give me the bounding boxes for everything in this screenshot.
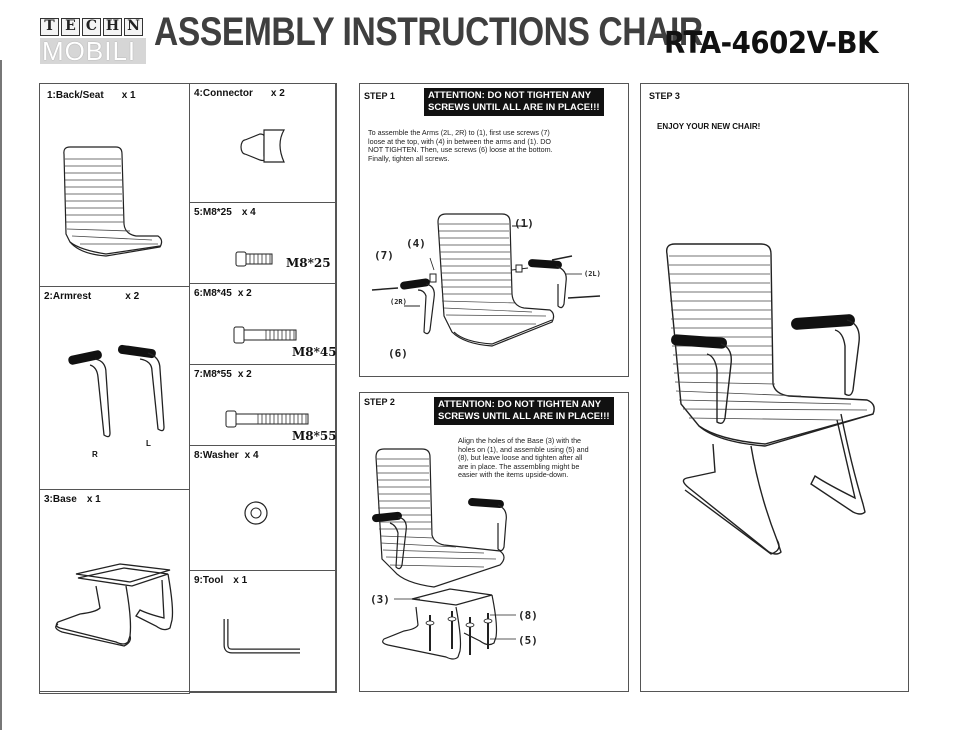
callout-2r: (2R) bbox=[390, 298, 407, 306]
part-qty: x 2 bbox=[237, 369, 252, 380]
part-screw-m8-25 bbox=[189, 202, 337, 284]
part-screw-m8-55 bbox=[189, 364, 337, 446]
attention-line: SCREWS UNTIL ALL ARE IN PLACE!!! bbox=[428, 102, 600, 113]
step-3-panel bbox=[640, 83, 909, 692]
step-2-label: STEP 2 bbox=[364, 397, 395, 407]
logo-letter: T bbox=[40, 18, 59, 36]
callout-7: (7) bbox=[374, 249, 394, 262]
part-tool bbox=[189, 570, 337, 693]
allen-key-icon bbox=[190, 571, 338, 694]
logo-letter-boxes bbox=[40, 18, 146, 36]
step-1-panel bbox=[359, 83, 629, 377]
technimobili-logo bbox=[40, 18, 146, 66]
part-washer bbox=[189, 445, 337, 571]
logo-letter: H bbox=[103, 18, 122, 36]
parts-list bbox=[39, 83, 336, 692]
attention-line: SCREWS UNTIL ALL ARE IN PLACE!!! bbox=[438, 411, 610, 422]
finished-chair-illustration bbox=[641, 84, 910, 693]
instruction-line: Align the holes of the Base (3) with the bbox=[458, 436, 582, 445]
part-name: 2:Armrest bbox=[44, 291, 92, 302]
part-name: 8:Washer bbox=[194, 450, 239, 461]
instruction-line: Finally, tighten all screws. bbox=[368, 153, 450, 163]
part-qty: x 2 bbox=[270, 88, 285, 99]
page-title: ASSEMBLY INSTRUCTIONS CHAIR bbox=[154, 10, 703, 54]
callout-6: (6) bbox=[388, 347, 408, 360]
part-qty: x 1 bbox=[233, 575, 248, 586]
model-number: RTA-4602V-BK bbox=[664, 26, 879, 61]
armrest-left-label: L bbox=[146, 439, 151, 448]
screw-m8-55-spec: M8*55 bbox=[292, 429, 337, 443]
callout-2l: (2L) bbox=[584, 270, 601, 278]
instruction-line: easier with the items upside-down. bbox=[458, 470, 569, 480]
part-name: 3:Base bbox=[44, 494, 77, 505]
callout-4: (4) bbox=[406, 237, 426, 250]
part-name: 4:Connector bbox=[194, 88, 253, 99]
part-back-seat bbox=[39, 83, 190, 287]
instruction-line: To assemble the Arms (2L, 2R) to (1), first use screws (7) bbox=[368, 128, 550, 137]
part-base bbox=[39, 489, 190, 694]
callout-8: (8) bbox=[518, 609, 538, 622]
instruction-line: holes on (1), and assemble using (5) and bbox=[458, 444, 589, 454]
callout-1: (1) bbox=[514, 217, 534, 230]
screw-m8-45-spec: M8*45 bbox=[292, 345, 337, 359]
instruction-line: NOT TIGHTEN. Then, use screws (6) loose at the bottom. bbox=[368, 145, 553, 155]
step-3-label: STEP 3 bbox=[649, 91, 680, 101]
part-name: 6:M8*45 bbox=[194, 288, 232, 299]
part-qty: x 2 bbox=[237, 288, 252, 299]
step-3-message: ENJOY YOUR NEW CHAIR! bbox=[657, 122, 761, 131]
part-name: 1:Back/Seat bbox=[47, 90, 104, 101]
page-left-rule bbox=[0, 60, 2, 730]
part-qty: x 4 bbox=[244, 450, 259, 461]
part-name: 5:M8*25 bbox=[194, 207, 232, 218]
logo-letter: N bbox=[124, 18, 143, 36]
attention-line: ATTENTION: DO NOT TIGHTEN ANY bbox=[428, 90, 592, 101]
callout-5: (5) bbox=[518, 634, 538, 647]
washer-illustration bbox=[190, 446, 338, 572]
part-qty: x 1 bbox=[121, 90, 136, 101]
armrest-illustration bbox=[40, 287, 191, 491]
instruction-line: (8), but leave loose and tighten after all bbox=[458, 453, 583, 463]
instruction-line: are in place. The assembling might be bbox=[458, 461, 580, 471]
step-2-panel bbox=[359, 392, 629, 692]
step-1-label: STEP 1 bbox=[364, 91, 395, 101]
part-connector bbox=[189, 83, 337, 203]
part-name: 7:M8*55 bbox=[194, 369, 232, 380]
screw-m8-25-illustration bbox=[190, 203, 338, 285]
screw-m8-25-spec: M8*25 bbox=[286, 256, 331, 270]
part-qty: x 2 bbox=[125, 291, 140, 302]
part-name: 9:Tool bbox=[194, 575, 224, 586]
base-illustration bbox=[40, 490, 191, 695]
part-qty: x 4 bbox=[241, 207, 256, 218]
logo-bottom-text: MOBILI bbox=[40, 38, 146, 64]
part-armrest bbox=[39, 286, 190, 490]
armrest-right-label: R bbox=[92, 450, 98, 459]
instruction-line: loose at the top, with (4) in between the arms and (1). DO bbox=[368, 136, 551, 146]
attention-line: ATTENTION: DO NOT TIGHTEN ANY bbox=[438, 399, 602, 410]
logo-letter: C bbox=[82, 18, 101, 36]
part-qty: x 1 bbox=[86, 494, 101, 505]
part-screw-m8-45 bbox=[189, 283, 337, 365]
back-seat-illustration bbox=[40, 84, 191, 288]
callout-3: (3) bbox=[370, 593, 390, 606]
step-1-illustration bbox=[360, 84, 630, 378]
connector-illustration bbox=[190, 84, 338, 204]
logo-letter: E bbox=[61, 18, 80, 36]
step-2-illustration bbox=[360, 393, 630, 693]
